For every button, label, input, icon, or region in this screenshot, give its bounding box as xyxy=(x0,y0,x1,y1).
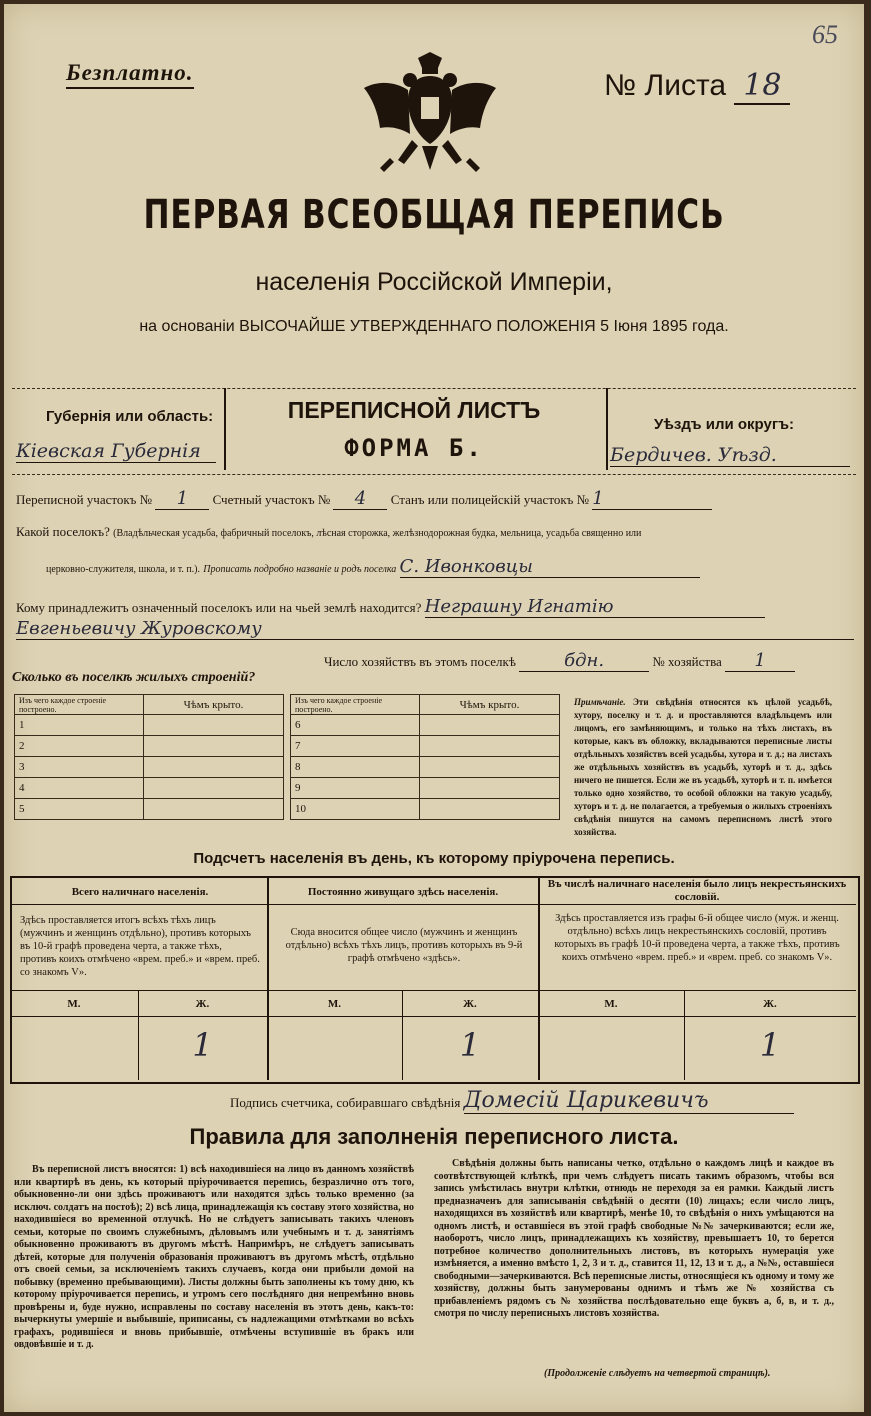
households-count-label: Число хозяйствъ въ этомъ поселкѣ xyxy=(324,654,516,669)
owner-value-2: Евгеньевичу Журовскому xyxy=(16,618,854,640)
building-row-number: 1 xyxy=(15,715,144,736)
households-count-value: бдн. xyxy=(519,650,649,672)
nonpeasant-male-label: М. xyxy=(604,998,618,1010)
household-number-value: 1 xyxy=(725,650,795,672)
gubernia-label: Губернія или область: xyxy=(46,408,214,425)
note-head: Примѣчаніе. xyxy=(574,697,626,707)
permanent-male-label: М. xyxy=(327,998,342,1010)
col-roof-header: Чѣмъ крыто. xyxy=(420,695,560,715)
divider xyxy=(10,1016,856,1017)
building-cell xyxy=(144,799,284,820)
gubernia-value: Кіевская Губернія xyxy=(16,440,216,463)
divider xyxy=(12,474,856,475)
buildings-title: Сколько въ поселкѣ жилыхъ строеній? xyxy=(12,670,256,685)
settlement-hint: (Владѣльческая усадьба, фабричный поселокъ, лѣсная сторожка, желѣзнодорожная будка, мельница, усадьба священно или xyxy=(113,528,642,539)
legal-basis: на основаніи ВЫСОЧАЙШЕ УТВЕРЖДЕННАГО ПОЛОЖЕНІЯ 5 Іюня 1895 года. xyxy=(139,318,729,335)
stan-label: Станъ или полицейскій участокъ № xyxy=(390,492,590,507)
building-row-number: 3 xyxy=(15,757,144,778)
settlement-value-line xyxy=(46,556,700,578)
note-text: Эти свѣдѣнія относятся къ цѣлой усадьбѣ, хутору, поселку и т. д. и проставляются владѣльцемъ или лицомъ, его замѣняющимъ, и только на тѣхъ листахъ, въ которые, какъ въ обложку, вкладываются переписные листы отдѣльныхъ хозяйствъ всей усадьбы, хутора и т. д.; на листахъ же отдѣльныхъ хозяйствъ въ усадьбѣ, хуторѣ и т. д., здѣсь ничего не пишется. Если же въ усадьбѣ, хуторѣ и т. п. имѣется только одно хозяйство, то особой обложки на такую усадьбу, хуторъ и т. д. не полагается, а требуемыя о жилыхъ строеніяхъ свѣдѣнія пишутся на самомъ переписномъ листѣ этого хозяйства. xyxy=(574,697,833,837)
col-permanent-text: Сюда вносится общее число (мужчинъ и женщинъ отдѣльно) всѣхъ тѣхъ лицъ, противъ которыхъ въ 9-й графѣ отмѣчено «здѣсь». xyxy=(285,927,523,964)
free-label: Безплатно. xyxy=(66,60,194,89)
signature-line xyxy=(230,1088,794,1114)
rules-right-column: Свѣдѣнія должны быть написаны четко, отдѣльно о каждомъ лицѣ и каждое въ соотвѣтствующей клѣткѣ, при чемъ слѣдуетъ писать такимъ образомъ, чтобы вся запись умѣстилась внутри клѣтки, отнюдь не переходя за ея рамки. Каждый листъ предназначенъ для записыванія свѣдѣній о десяти (10) лицахъ; если число лицъ, находящихся въ хозяйствѣ или квартирѣ, менѣе 10, то свѣдѣнія о нихъ умѣщаются на одномъ листѣ, и оставшіеся въ этой графѣ свободные №№ зачеркиваются; если же, наоборотъ, число лицъ, принадлежащихъ къ хозяйству, превышаетъ 10, то берется потребное количество дополнительныхъ листовъ, въ которыхъ нумерація уже измѣняется, а именно вмѣсто 1, 2, 3 и т. д., ставится 11, 12, 13 и т. д., а №№, оставшіеся свободными—зачеркиваются. Всѣ переписные листы, относящіеся къ одному и тому же хозяйству, должны быть занумерованы однимъ и тѣмъ же № хозяйства съ прибавленіемъ рядомъ съ № хозяйства послѣдовательно еще буквъ а, б, в, и т. д., смотря по числу переписныхъ листовъ хозяйства. xyxy=(434,1158,834,1319)
rules-left-column: Въ переписной листъ вносятся: 1) всѣ находившіеся на лицо въ данномъ хозяйствѣ или квартирѣ въ день, къ который пріурочивается перепись, безразлично отъ того, обыкновенно-ли они здѣсь проживаютъ или находятся здѣсь только временно (за исключ. солдатъ на постоѣ); 2) всѣ лица, принадлежащія къ составу этого хозяйства, но находившіеся во временной отлучкѣ. Но не слѣдуетъ записывать такихъ членовъ семьи, которые по своимъ служебнымъ, дѣловымъ или учебнымъ и т. д. занятіямъ обыкновенно проживаютъ въ другомъ мѣстѣ. Напримѣръ, не слѣдуетъ записывать дѣтей, которые для полученія образованія проживаютъ въ другомъ мѣстѣ, отдѣльно отъ своей семьи, за исключеніемъ такихъ случаевъ, когда они прибыли домой на побывку (временно пребывающими). Листы должны быть заполнены къ тому дню, къ которому пріурочивается перепись, и утромъ сего послѣдняго дня непремѣнно вновь провѣрены и, буде нужно, исправлены по составу населенія въ этотъ день, какъ-то: вычеркнуты умершіе и выбывшіе, приписаны, съ надлежащими отмѣтками во всѣхъ графахъ, родившіеся и вновь прибывшіе, отмѣчены вступившіе въ бракъ или овдовѣвшіе и т. д. xyxy=(14,1164,414,1350)
nonpeasant-female-value: 1 xyxy=(759,1026,781,1064)
divider xyxy=(10,990,856,991)
building-row-number: 4 xyxy=(15,778,144,799)
double-headed-eagle-icon xyxy=(360,50,500,191)
building-cell xyxy=(144,715,284,736)
household-number-label: № хозяйства xyxy=(652,654,722,669)
census-district-label: Переписной участокъ № xyxy=(16,492,153,507)
district-line xyxy=(16,488,712,510)
building-cell xyxy=(420,757,560,778)
sheet-number-label: № Листа xyxy=(604,69,727,102)
signature-label: Подпись счетчика, собиравшаго свѣдѣнія xyxy=(230,1095,461,1110)
col-material-header: Изъ чего каждое строеніе построено. xyxy=(291,695,420,715)
building-cell xyxy=(144,778,284,799)
census-form-page xyxy=(4,4,864,1412)
building-row-number: 8 xyxy=(291,757,420,778)
col-total-head: Всего наличнаго населенія. xyxy=(71,886,209,898)
form-type: ФОРМА Б. xyxy=(344,434,484,462)
col-nonpeasant-text: Здѣсь проставляется изъ графы 6-й общее число (муж. и женщ. отдѣльно) всѣхъ лицъ некрестьянскихъ сословій, противъ которыхъ въ графѣ 10-й проведена черта, а также тѣхъ, противъ коихъ отмѣчено «врем. преб.» и «врем. преб. со знакомъ V». xyxy=(554,913,840,963)
total-female-label: Ж. xyxy=(195,998,210,1010)
rules-title: Правила для заполненія переписного листа. xyxy=(189,1124,679,1149)
sheet-number-value: 18 xyxy=(734,68,790,105)
col-total-text: Здѣсь проставляется итогъ всѣхъ тѣхъ лицъ (мужчинъ и женщинъ отдѣльно), противъ которыхъ въ 10-й графѣ проведена черта, а также тѣхъ, противъ коихъ отмѣчено «врем. преб.» и «врем. преб. со знакомъ V». xyxy=(20,915,260,978)
buildings-note xyxy=(574,696,832,839)
population-title: Подсчетъ населенія въ день, къ которому пріурочена перепись. xyxy=(193,850,675,867)
divider xyxy=(10,904,856,905)
building-row-number: 5 xyxy=(15,799,144,820)
permanent-female-value: 1 xyxy=(459,1026,481,1064)
settlement-question: Какой поселокъ? xyxy=(16,524,110,539)
building-row-number: 10 xyxy=(291,799,420,820)
form-name: ПЕРЕПИСНОЙ ЛИСТЪ xyxy=(287,397,541,423)
building-cell xyxy=(420,736,560,757)
building-cell xyxy=(420,778,560,799)
main-title: ПЕРВАЯ ВСЕОБЩАЯ ПЕРЕПИСЬ xyxy=(143,192,725,238)
building-row-number: 6 xyxy=(291,715,420,736)
settlement-question-line xyxy=(16,524,641,540)
nonpeasant-female-label: Ж. xyxy=(763,998,777,1010)
buildings-table-right xyxy=(290,694,560,820)
households-line xyxy=(324,650,795,672)
owner-line xyxy=(16,596,765,618)
rules-continued: (Продолженіе слѣдуетъ на четвертой страницѣ). xyxy=(544,1368,771,1379)
count-district-value: 4 xyxy=(333,488,387,510)
building-row-number: 7 xyxy=(291,736,420,757)
permanent-female-label: Ж. xyxy=(463,998,477,1010)
col-permanent-head: Постоянно живущаго здѣсь населенія. xyxy=(307,886,499,898)
col-roof-header: Чѣмъ крыто. xyxy=(144,695,284,715)
signature-value: Домесій Царикевичъ xyxy=(464,1088,794,1114)
census-district-value: 1 xyxy=(155,488,209,510)
building-cell xyxy=(420,715,560,736)
stan-value: 1 xyxy=(592,488,712,510)
total-female-value: 1 xyxy=(192,1026,213,1064)
building-cell xyxy=(144,736,284,757)
divider xyxy=(267,876,269,1080)
settlement-value: С. Ивонковцы xyxy=(400,556,700,578)
settlement-instruction: Прописать подробно названіе и родъ поселка xyxy=(203,564,397,575)
count-district-label: Счетный участокъ № xyxy=(212,492,331,507)
sheet-number xyxy=(604,68,790,105)
divider xyxy=(538,876,540,1080)
subtitle: населенія Россійской Имперіи, xyxy=(255,268,613,296)
col-material-header: Изъ чего каждое строеніе построено. xyxy=(15,695,144,715)
buildings-table-left xyxy=(14,694,284,820)
owner-value-1: Неграшну Игнатію xyxy=(425,596,765,618)
owner-question: Кому принадлежитъ означенный поселокъ или на чьей землѣ находится? xyxy=(16,600,422,615)
uezd-value: Бердичев. Уѣзд. xyxy=(610,444,850,467)
corner-page-number: 65 xyxy=(812,20,838,49)
building-cell xyxy=(420,799,560,820)
building-cell xyxy=(144,757,284,778)
building-row-number: 9 xyxy=(291,778,420,799)
building-row-number: 2 xyxy=(15,736,144,757)
uezd-label: Уѣздъ или округъ: xyxy=(654,416,795,433)
total-male-label: М. xyxy=(67,998,81,1010)
settlement-hint-2: церковно-служителя, школа, и т. п.). xyxy=(46,564,200,575)
col-nonpeasant-head: Въ числѣ наличнаго населенія было лицъ некрестьянскихъ сословій. xyxy=(547,878,847,903)
